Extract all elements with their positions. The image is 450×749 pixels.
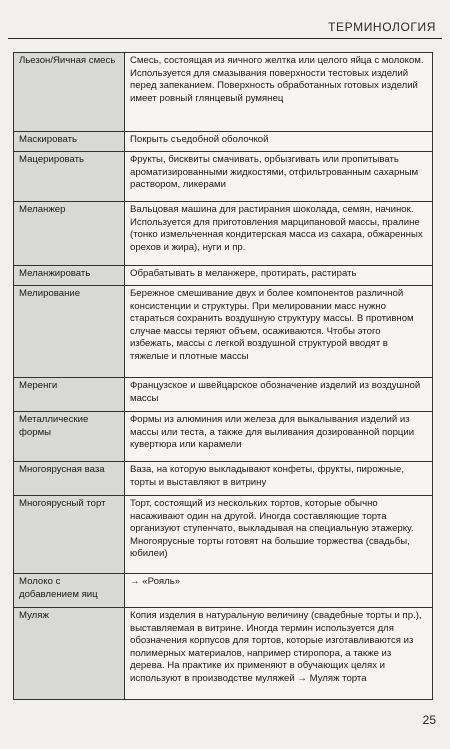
definition-cell: Бережное смешивание двух и более компонентов различной консистенции и структуры. При мелировании масс нужно стараться сохранить воздушную структуру массы. В противном случае массы теряют объем, осаживаются. Чтобы этого избежать, массы с легкой воздушной структурой вводят в тяжелые и плотные массы — [125, 286, 433, 378]
definition-cell: Смесь, состоящая из яичного желтка или целого яйца с молоком. Используется для смазывания поверхности тестовых изделий перед запеканием. Поверхность обработанных готовых изделий имеет ровный глянцевый румянец — [125, 53, 433, 132]
definition-cell: Покрыть съедобной оболочкой — [125, 132, 433, 152]
table-row — [14, 462, 433, 496]
terminology-table — [13, 52, 433, 700]
term-cell: Муляж — [14, 608, 125, 700]
table-row — [14, 496, 433, 574]
definition-cell: Копия изделия в натуральную величину (свадебные торты и пр.), выставляемая в витрине. Иногда термин используется для обозначения корпусов для тортов, которые изготавливаются из полимерных материалов, например стиропора, а также из дерева. На практике их применяют в обучающих целях и используют в производстве муляжей → Муляж торта — [125, 608, 433, 700]
term-cell: Металлические формы — [14, 412, 125, 462]
definition-cell: Французское и швейцарское обозначение изделий из воздушной массы — [125, 378, 433, 412]
term-cell: Мацерировать — [14, 152, 125, 202]
table-row — [14, 266, 433, 286]
term-cell: Меланжер — [14, 202, 125, 266]
definition-cell: Торт, состоящий из нескольких тортов, которые обычно насаживают один на другой. Иногда составляющие торта организуют ступенчато, выкладывая на специальную этажерку. Многоярусные торты готовят на большие торжества (свадьбы, юбилеи) — [125, 496, 433, 574]
term-cell: Мелирование — [14, 286, 125, 378]
table-row — [14, 53, 433, 132]
term-cell: Многоярусная ваза — [14, 462, 125, 496]
term-cell: Маскировать — [14, 132, 125, 152]
definition-cell: Вальцовая машина для растирания шоколада, семян, начинок. Используется для приготовления марципановой массы, пралине (тонко измельченная кондитерская масса из сахара, обжаренных орехов и жира), нуги и пр. — [125, 202, 433, 266]
table-row — [14, 378, 433, 412]
table-row — [14, 132, 433, 152]
page-number: 25 — [422, 713, 436, 727]
definition-cell: Обрабатывать в меланжере, протирать, растирать — [125, 266, 433, 286]
definition-cell: Формы из алюминия или железа для выкалывания изделий из массы или теста, а также для выливания дозированной порции кувертюра или карамели — [125, 412, 433, 462]
table-row — [14, 152, 433, 202]
definition-cell: Ваза, на которую выкладывают конфеты, фрукты, пирожные, торты и выставляют в витрину — [125, 462, 433, 496]
table-row — [14, 286, 433, 378]
header-rule — [8, 38, 442, 39]
term-cell: Меланжировать — [14, 266, 125, 286]
term-cell: Молоко с добавлением яиц — [14, 574, 125, 608]
term-cell: Многоярусный торт — [14, 496, 125, 574]
table-row — [14, 608, 433, 700]
term-cell: Льезон/Яичная смесь — [14, 53, 125, 132]
running-title: ТЕРМИНОЛОГИЯ — [328, 20, 436, 34]
term-cell: Меренги — [14, 378, 125, 412]
table-row — [14, 412, 433, 462]
definition-cell: Фрукты, бисквиты смачивать, орбызгивать или пропитывать ароматизированными жидкостями, отфильтрованным сахарным раствором, ликерами — [125, 152, 433, 202]
table-row — [14, 574, 433, 608]
table-row — [14, 202, 433, 266]
page-header — [0, 0, 450, 40]
definition-cell: → «Рояль» — [125, 574, 433, 608]
